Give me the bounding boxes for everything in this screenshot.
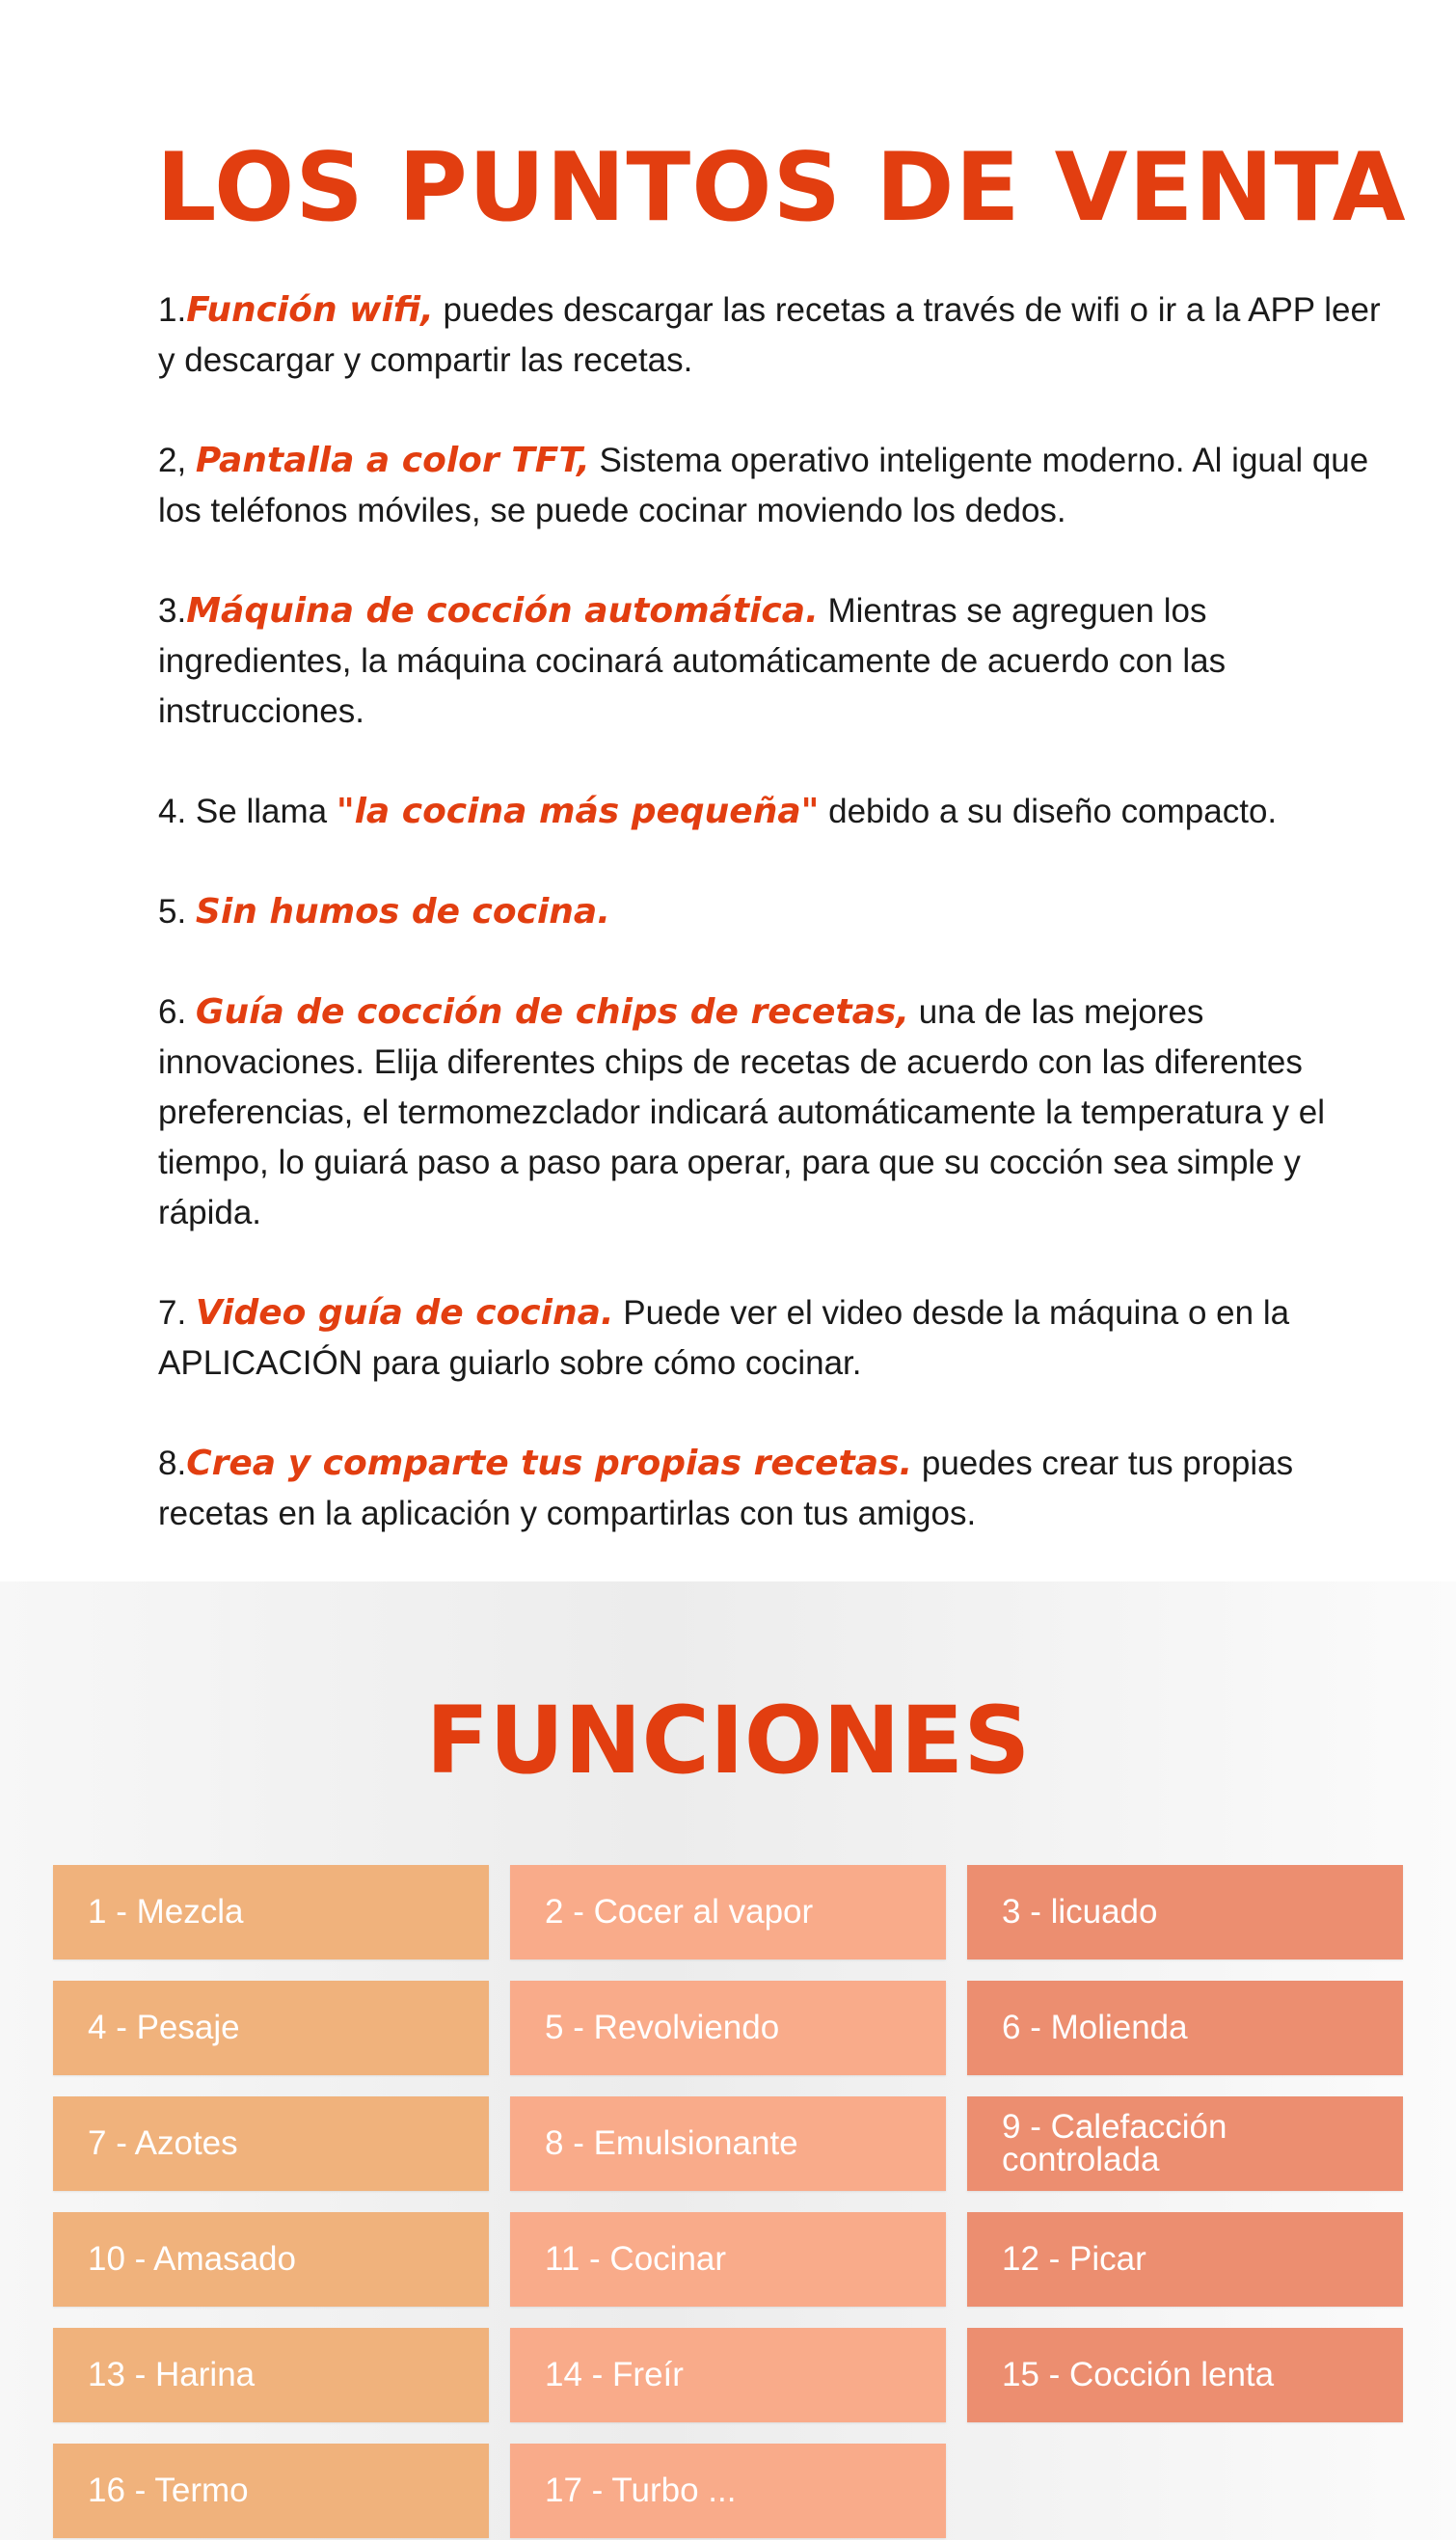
selling-point-4: 4. Se llama "la cocina más pequeña" debido a su diseño compacto.	[158, 792, 1278, 831]
function-tile: 2 - Cocer al vapor	[510, 1865, 946, 1959]
selling-point-2: 2, Pantalla a color TFT, Sistema operativo inteligente moderno. Al igual que los teléfonos móviles, se puede cocinar moviendo los dedos.	[158, 441, 1369, 529]
selling-points-title: LOS PUNTOS DE VENTA	[156, 133, 1407, 243]
selling-point-5: 5. Sin humos de cocina.	[158, 892, 610, 932]
function-tile: 13 - Harina	[53, 2328, 489, 2422]
function-tile: 8 - Emulsionante	[510, 2096, 946, 2191]
function-tile: 12 - Picar	[967, 2212, 1403, 2307]
function-tile: 14 - Freír	[510, 2328, 946, 2422]
selling-point-7: 7. Video guía de cocina. Puede ver el video desde la máquina o en la APLICACIÓN para guiarlo sobre cómo cocinar.	[158, 1293, 1290, 1382]
function-tile: 15 - Cocción lenta	[967, 2328, 1403, 2422]
selling-point-8: 8.Crea y comparte tus propias recetas. puedes crear tus propias recetas en la aplicación y compartirlas con tus amigos.	[158, 1444, 1294, 1532]
function-tile: 4 - Pesaje	[53, 1981, 489, 2075]
function-tile: 5 - Revolviendo	[510, 1981, 946, 2075]
functions-section	[0, 1581, 1456, 2540]
selling-points-list	[158, 285, 1383, 1589]
function-tile: 9 - Calefacción controlada	[967, 2096, 1403, 2191]
selling-point-1: 1.Función wifi, puedes descargar las recetas a través de wifi o ir a la APP leer y descargar y compartir las recetas.	[158, 290, 1381, 379]
function-tile: 16 - Termo	[53, 2444, 489, 2538]
function-tile: 3 - licuado	[967, 1865, 1403, 1959]
selling-point-6: 6. Guía de cocción de chips de recetas, una de las mejores innovaciones. Elija diferentes chips de recetas de acuerdo con las diferentes preferencias, el termomezclador indicará automáticamente la temperatura y el tiempo, lo guiará paso a paso para operar, para que su cocción sea simple y rápida.	[158, 992, 1326, 1231]
function-tile: 6 - Molienda	[967, 1981, 1403, 2075]
function-tile: 17 - Turbo ...	[510, 2444, 946, 2538]
function-tile: 7 - Azotes	[53, 2096, 489, 2191]
function-tile: 10 - Amasado	[53, 2212, 489, 2307]
function-tile: 11 - Cocinar	[510, 2212, 946, 2307]
functions-title: FUNCIONES	[425, 1687, 1031, 1795]
function-tile: 1 - Mezcla	[53, 1865, 489, 1959]
selling-point-3: 3.Máquina de cocción automática. Mientras se agreguen los ingredientes, la máquina cocinará automáticamente de acuerdo con las instrucciones.	[158, 591, 1227, 730]
